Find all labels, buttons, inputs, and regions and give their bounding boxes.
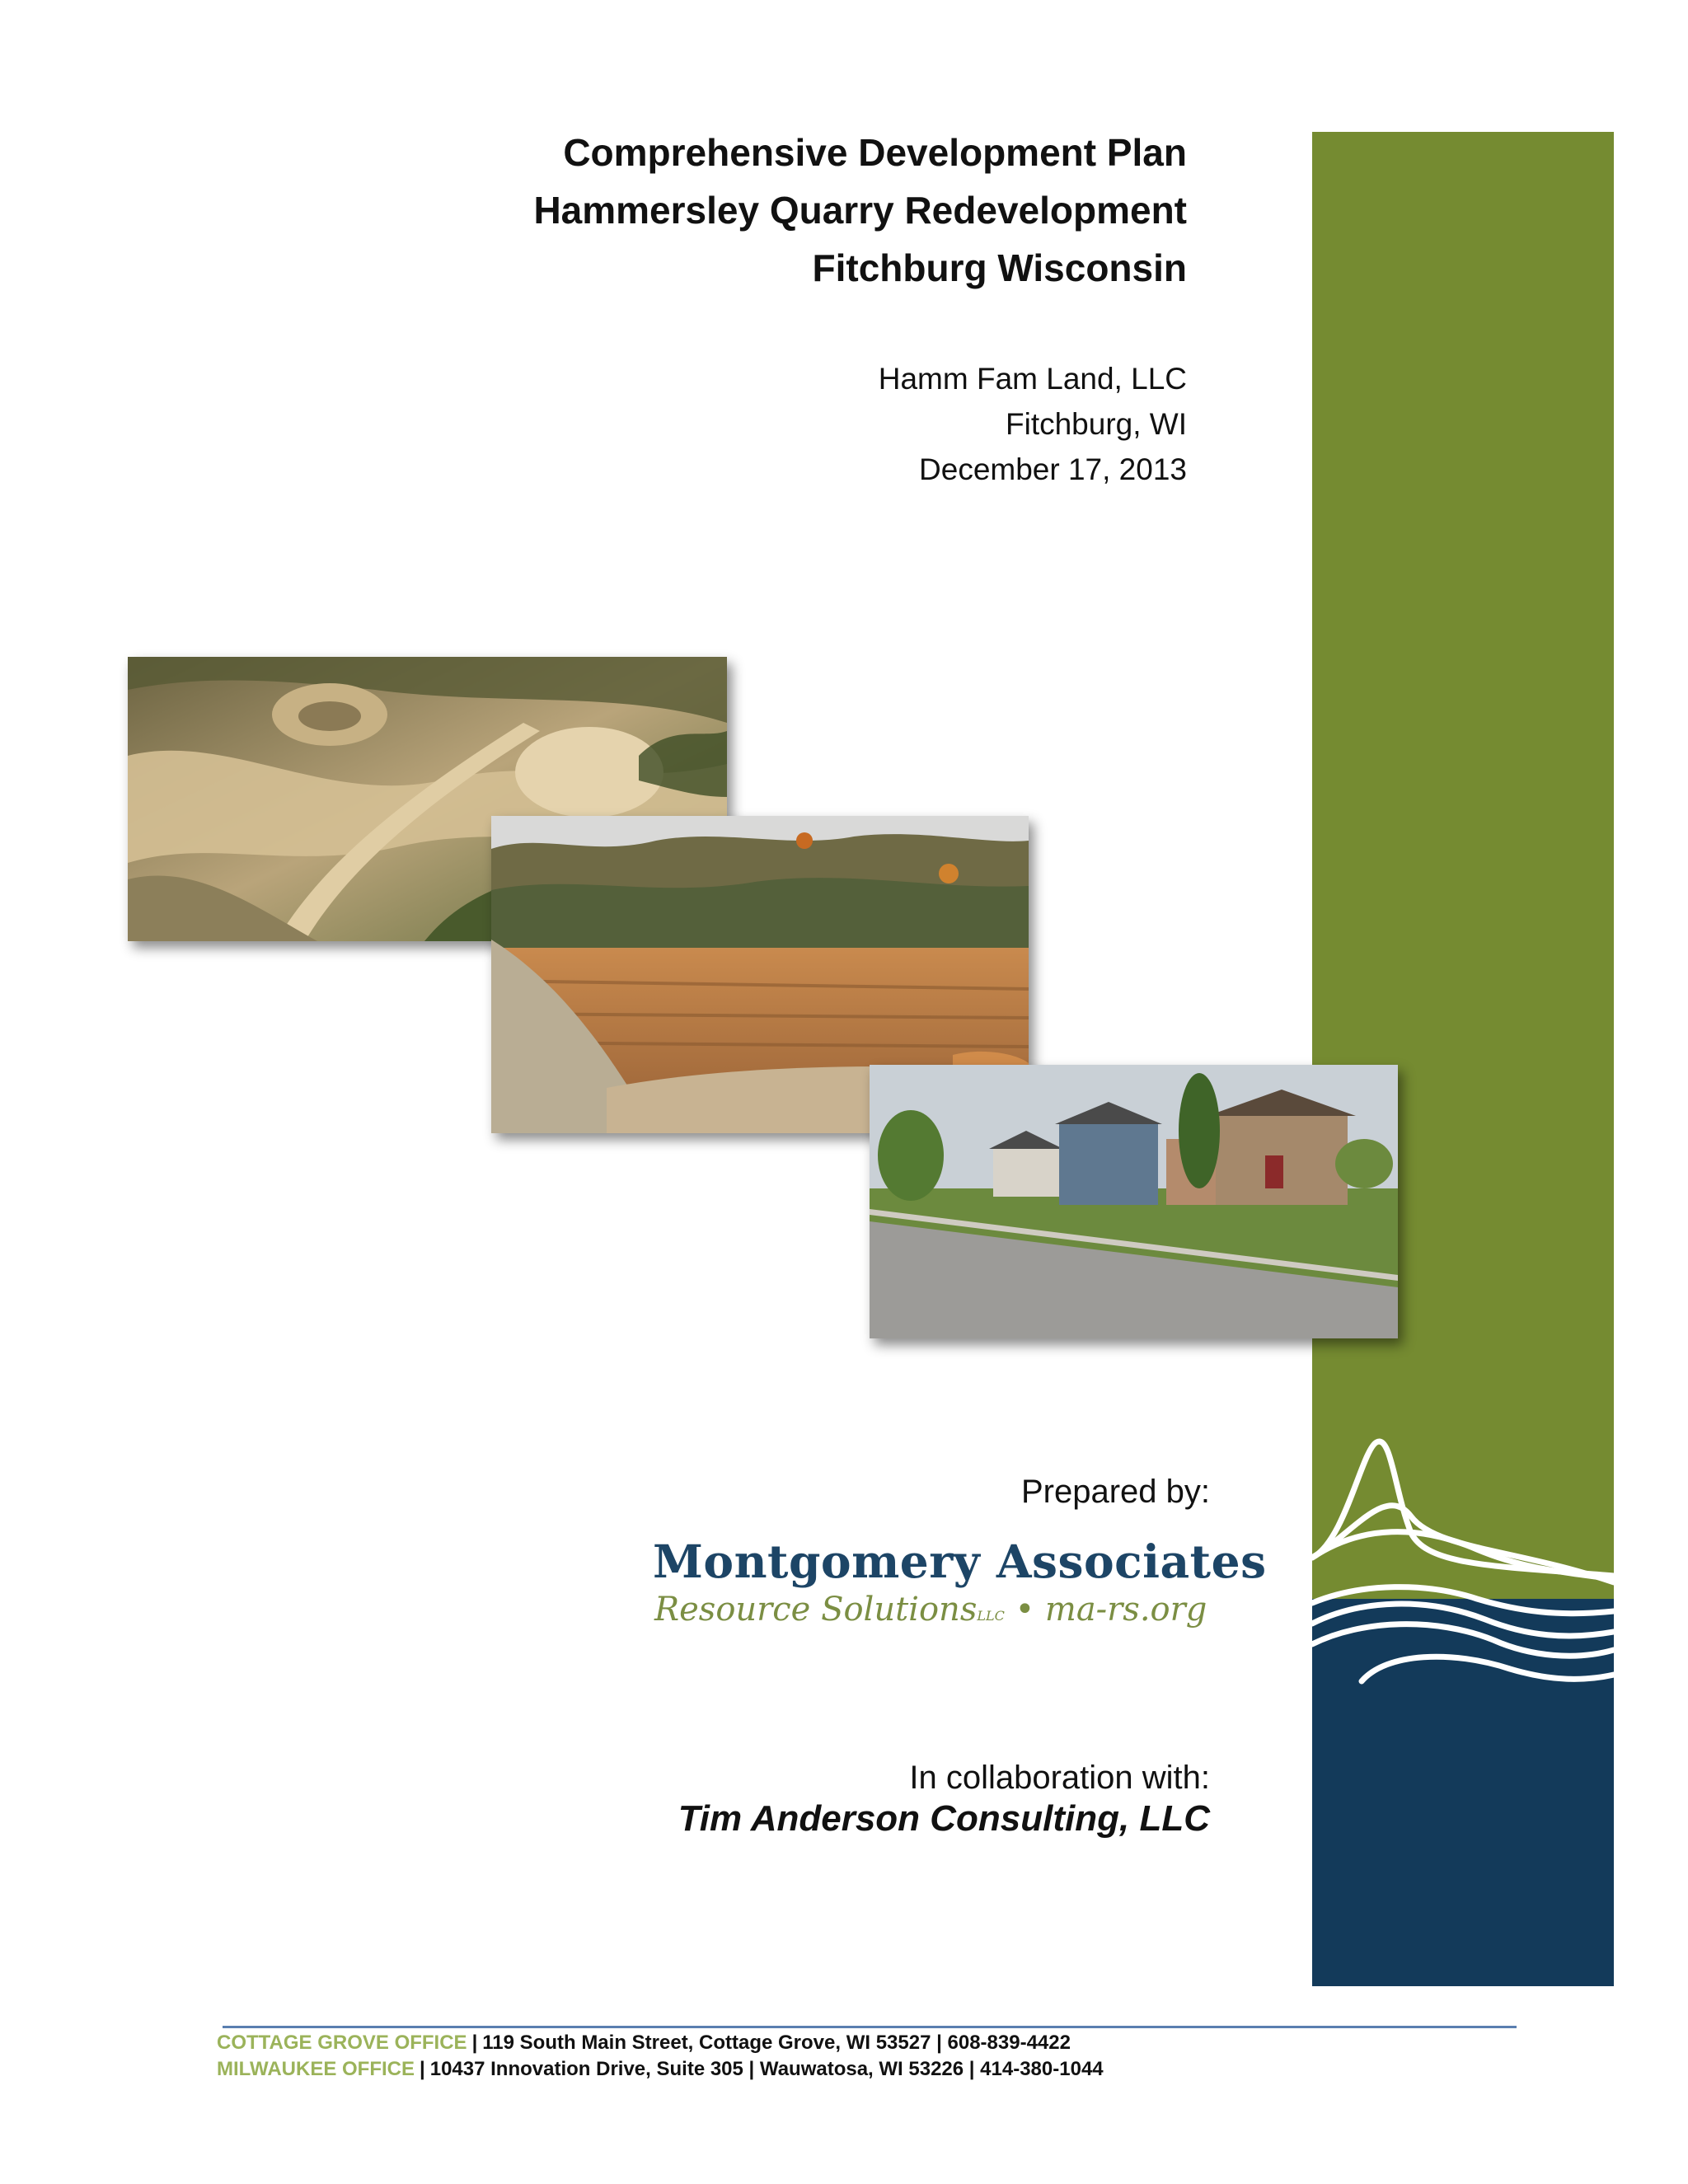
- title-line-2: Hammersley Quarry Redevelopment: [533, 189, 1187, 232]
- client-info: [445, 356, 1187, 492]
- document-title: [280, 124, 1187, 297]
- prepared-by-label: Prepared by:: [1020, 1474, 1210, 1510]
- wave-logo-icon: [1312, 1434, 1614, 1706]
- client-location: Fitchburg, WI: [1006, 407, 1187, 441]
- client-name: Hamm Fam Land, LLC: [878, 362, 1187, 396]
- residential-street-photo: [870, 1065, 1398, 1338]
- collaboration-label: In collaboration with:: [909, 1760, 1210, 1796]
- title-line-3: Fitchburg Wisconsin: [812, 246, 1187, 289]
- company-sub-name: Resource Solutions: [654, 1591, 978, 1629]
- company-logo-name: Montgomery Associates: [653, 1535, 1267, 1588]
- company-suffix: LLC: [977, 1608, 1005, 1624]
- footer-office-2: [217, 2058, 1104, 2081]
- office-2-details: 10437 Innovation Drive, Suite 305 | Wauwatosa, WI 53226 | 414-380-1044: [429, 2058, 1104, 2080]
- office-1-details: 119 South Main Street, Cottage Grove, WI 53527 | 608-839-4422: [482, 2032, 1071, 2054]
- office-1-name: COTTAGE GROVE OFFICE: [217, 2032, 467, 2054]
- office-2-name: MILWAUKEE OFFICE: [217, 2058, 415, 2080]
- footer-office-1: [217, 2032, 1071, 2055]
- footer-separator: |: [420, 2058, 425, 2080]
- collaborator-name: Tim Anderson Consulting, LLC: [678, 1798, 1210, 1839]
- sidebar-green-bar: [1312, 132, 1614, 1599]
- footer-separator: |: [471, 2032, 478, 2054]
- footer-divider: [223, 2026, 1517, 2028]
- company-website: • ma-rs.org: [1015, 1591, 1207, 1629]
- document-date: December 17, 2013: [919, 452, 1187, 486]
- title-line-1: Comprehensive Development Plan: [563, 131, 1187, 174]
- company-logo-tagline: [654, 1591, 1248, 1629]
